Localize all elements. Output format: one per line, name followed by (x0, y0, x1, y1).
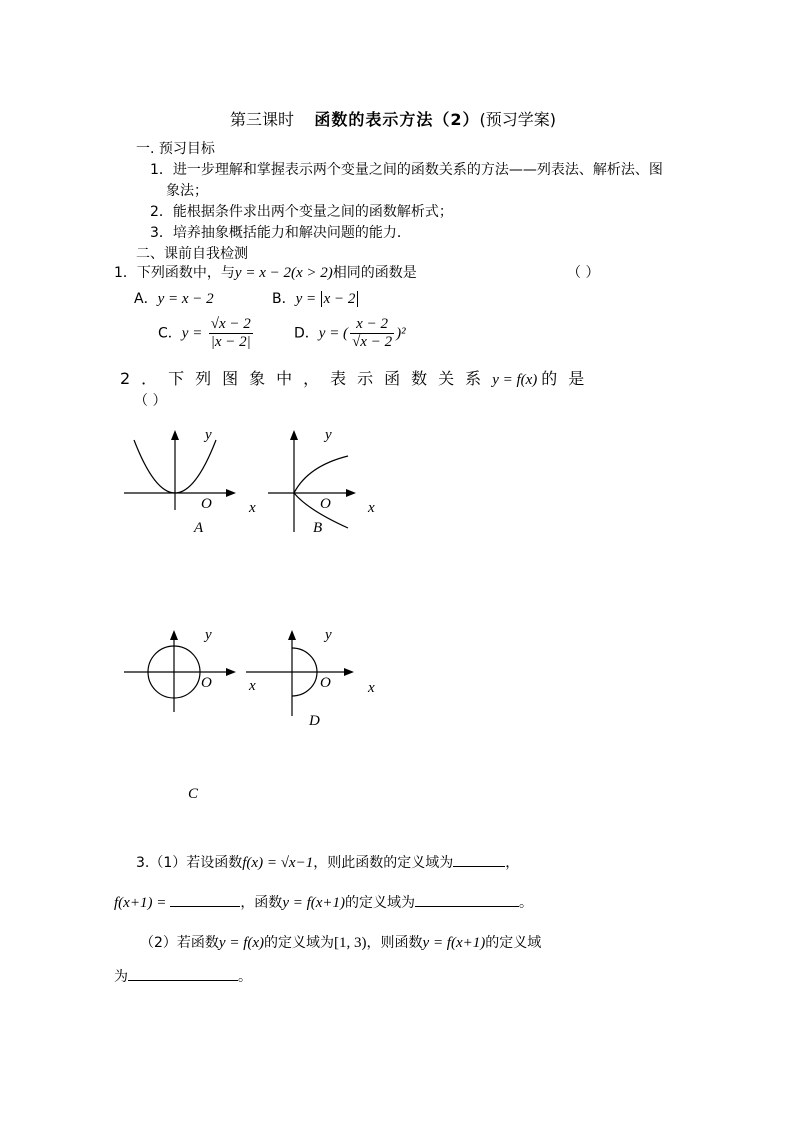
q1-stem-prefix: 1．下列函数中，与 (114, 265, 235, 281)
q3-blank-domain-3[interactable] (128, 966, 238, 981)
q1-option-c-pre: y = (181, 325, 203, 342)
graph-a-origin: O (201, 496, 212, 512)
objective-1-line1: 1．进一步理解和掌握表示两个变量之间的函数关系的方法——列表法、解析法、图 (150, 162, 663, 178)
graph-b-y-label: y (325, 427, 332, 443)
graph-a-y-label: y (205, 427, 212, 443)
section1-heading: 一. 预习目标 (136, 141, 215, 157)
q2-answer-paren: （ ） (134, 393, 167, 409)
q3-part2-line2 (114, 966, 252, 986)
q1-answer-paren: （ ） (567, 265, 600, 281)
q2-stem-text: 2．下列图象中，表示函数关系 (120, 369, 493, 388)
title-lesson: 第三课时 (230, 110, 295, 129)
q3-part1-line1 (136, 852, 519, 872)
q3-part2-end: 。 (238, 969, 252, 985)
q3-part1-end2: 。 (519, 895, 534, 911)
q1-option-a-label: A． (134, 291, 158, 307)
graph-a-plot (120, 428, 240, 512)
graph-d-y-label: y (325, 627, 332, 643)
q1-option-b-label: B． (272, 291, 296, 307)
q1-option-a-expr: y = x − 2 (157, 291, 214, 307)
q3-part2-expr2: y = f(x+1) (422, 935, 486, 951)
graph-c-label: C (188, 786, 199, 802)
q3-part2-mid2: ，则函数 (366, 935, 423, 951)
q2-stem-tail: 的是 (541, 369, 596, 388)
q3-part1-mid: ，则此函数的定义域为 (313, 855, 454, 871)
title-topic: 函数的表示方法（2） (314, 110, 480, 129)
q1-option-c-fraction (209, 316, 253, 351)
q1-stem (114, 262, 417, 282)
q1-option-b-pre: y = (295, 291, 317, 307)
graph-c-plot (120, 628, 240, 712)
q1-option-d-label: D． (294, 325, 319, 342)
q3-part2-prefix2: 为 (114, 969, 128, 985)
q1-stem-expr: y = x − 2(x > 2) (234, 265, 333, 281)
graph-b-label: B (313, 520, 323, 536)
graph-c-y-label: y (205, 627, 212, 643)
q1-option-d (294, 316, 406, 351)
graph-d-origin: O (320, 675, 331, 691)
q3-part2-prefix: （2）若函数 (140, 935, 219, 951)
q3-part1-mid2: ，函数 (240, 895, 283, 911)
graph-a-x-label: x (249, 500, 256, 516)
q3-part1-expr3: y = f(x+1) (282, 895, 346, 911)
page-title (230, 107, 556, 130)
q3-part2-expr: y = f(x) (218, 935, 265, 951)
title-note: (预习学案) (479, 110, 556, 129)
q1-option-b (272, 288, 358, 308)
graph-d-label: D (309, 713, 320, 729)
q1-option-b-abs: x − 2 (321, 291, 359, 307)
section2-heading: 二、课前自我检测 (136, 246, 248, 262)
objective-3: 3．培养抽象概括能力和解决问题的能力． (150, 225, 411, 241)
graph-b-x-label: x (368, 500, 375, 516)
q3-part1-expr2: f(x+1) = (114, 895, 167, 911)
q1-option-c-numerator: √x − 2 (209, 316, 253, 334)
q1-option-c-label: C． (158, 325, 182, 342)
q3-part2-mid3: 的定义域 (485, 935, 542, 951)
objective-2: 2．能根据条件求出两个变量之间的函数解析式； (150, 204, 453, 220)
graph-d-plot (244, 628, 364, 718)
q3-part2-line1 (140, 932, 541, 952)
q2-stem (120, 366, 595, 389)
objective-1-line2: 象法； (166, 183, 208, 199)
q1-option-d-pre: y = ( (318, 325, 349, 342)
q3-part1-line2 (114, 892, 533, 912)
graph-a-label: A (194, 520, 204, 536)
q3-blank-domain[interactable] (453, 852, 505, 867)
q1-option-d-post: )² (396, 325, 406, 342)
q1-option-c-denominator: |x − 2| (210, 334, 251, 350)
q3-part1-expr: f(x) = √x−1 (242, 855, 314, 871)
q1-option-d-numerator: x − 2 (350, 316, 394, 334)
q3-blank-domain-2[interactable] (415, 892, 519, 907)
q3-part1-prefix: 3.（1）若设函数 (136, 855, 243, 871)
q2-stem-expr: y = f(x) (492, 372, 538, 388)
graph-b-origin: O (320, 496, 331, 512)
q3-blank-expression[interactable] (170, 892, 240, 907)
graph-d-x-label-left: x (249, 678, 256, 694)
q3-part1-end: ， (505, 855, 520, 871)
q1-option-d-denominator: √x − 2 (352, 334, 393, 350)
graph-d-x-label: x (368, 680, 375, 696)
q1-option-d-fraction (350, 316, 394, 351)
graph-c-origin: O (201, 675, 212, 691)
q1-stem-suffix: 相同的函数是 (332, 265, 417, 281)
q1-option-c (158, 316, 255, 351)
q3-part1-mid3: 的定义域为 (345, 895, 416, 911)
q3-part2-interval: [1, 3) (334, 935, 367, 951)
q3-part2-mid: 的定义域为 (264, 935, 335, 951)
q1-option-a (134, 288, 214, 308)
